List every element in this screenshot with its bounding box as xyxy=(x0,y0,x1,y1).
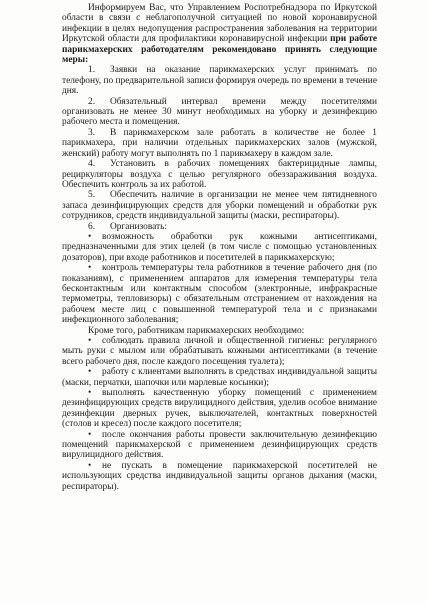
intro-text: Информируем Вас, что Управлением Роспотребнадзора по Иркутской области в связи с неблагополучной ситуацией по новой коронавирусной инфекции в целях недопущения распространения заболевания на территории Иркутской области для профилактики коронавирусной инфекции xyxy=(62,3,377,45)
list-item-text: работу с клиентами выполнять в средствах индивидуальной защиты (маски, перчатки, шапочки или марлевые косынки); xyxy=(62,367,377,388)
organize-list xyxy=(62,232,377,326)
workers-intro: Кроме того, работникам парикмахерских необходимо: xyxy=(88,325,305,336)
list-item-text: соблюдать правила личной и общественной гигиены: регулярного мыть руки с мылом или обрабатывать кожными антисептиками (в течение всего рабочего дня, после каждого посещения туалета); xyxy=(62,336,377,367)
document-body xyxy=(62,3,377,492)
bullet-icon: • xyxy=(88,429,92,440)
list-item-text: не пускать в помещение парикмахерской посетителей не использующих средства индивидуальной защиты органов дыхания (маски, респираторы). xyxy=(62,460,377,492)
list-item xyxy=(62,367,377,388)
bullet-icon: • xyxy=(88,460,92,471)
list-item xyxy=(62,461,377,492)
measure-number: 6. xyxy=(88,221,96,232)
measure-number: 4. xyxy=(88,159,96,170)
workers-list xyxy=(62,336,377,492)
measure-text: Организовать: xyxy=(110,221,168,232)
list-item xyxy=(62,232,377,263)
intro-bold-text: при работе парикмахерских работодателям рекомендовано принять следующие меры: xyxy=(62,34,377,66)
bullet-icon: • xyxy=(88,231,92,242)
bullet-icon: • xyxy=(88,263,92,274)
measure-text: Обеспечить наличие в организации не менее чем пятидневного запаса дезинфицирующих средств для уборки помещений и обработки рук сотрудников, средств индивидуальной защиты (маски, респираторы). xyxy=(62,190,377,222)
measure-number: 3. xyxy=(88,127,96,138)
list-item-text: выполнять качественную уборку помещений с применением дезинфицирующих средств вирулицидного действия, уделив особое внимание дезинфекции дверных ручек, выключателей, контактных поверхностей (столов и кресел) после каждого посетителя; xyxy=(62,388,377,430)
measure-item-1 xyxy=(62,65,377,96)
measure-item-5 xyxy=(62,190,377,221)
bullet-icon: • xyxy=(88,336,92,346)
list-item xyxy=(62,388,377,430)
bullet-icon: • xyxy=(88,388,92,399)
measure-item-6 xyxy=(62,222,377,232)
list-item xyxy=(62,263,377,325)
measure-text: В парикмахерском зале работать в количестве не более 1 парикмахера, при наличии отдельных парикмахерских залов (мужской, женский) работу могут выполнять по 1 парикмахеру в каждом зале. xyxy=(62,127,377,159)
bullet-icon: • xyxy=(88,367,92,378)
measure-item-3 xyxy=(62,128,377,159)
measure-text: Обязательный интервал времени между посетителями организовать не менее 30 минут необходимых на уборку и дезинфекцию рабочего места и помещения. xyxy=(62,96,377,128)
measure-item-2 xyxy=(62,97,377,128)
measure-number: 2. xyxy=(88,96,96,107)
list-item-text: возможность обработки рук кожными антисептиками, предназначенными для этих целей (в том числе с помощью установленных дозаторов), при входе работников и посетителей в парикмахерскую; xyxy=(62,231,377,263)
measure-text: Заявки на оказание парикмахерских услуг принимать по телефону, по предварительной записи формируя очередь по времени в течение дня. xyxy=(62,65,377,97)
measure-text: Установить в рабочих помещениях бактерицидные лампы, рециркуляторы воздуха с целью регулярного обеззараживания воздуха. Обеспечить контроль за их работой. xyxy=(62,159,377,190)
measure-item-4 xyxy=(62,159,377,190)
measure-number: 5. xyxy=(88,190,96,201)
list-item xyxy=(62,336,377,367)
measure-number: 1. xyxy=(88,65,96,76)
intro-paragraph xyxy=(62,3,377,65)
list-item xyxy=(62,430,377,461)
list-item-text: после окончания работы провести заключительную дезинфекцию помещений парикмахерской с применением дезинфицирующих средств вирулицидного действия. xyxy=(62,429,377,461)
list-item-text: контроль температуры тела работников в течение рабочего дня (по показаниям), с применением аппаратов для измерения температуры тела бесконтактным или контактным способом (электронные, инфракрасные термометры, тепловизоры) с обязательным отстранением от нахождения на рабочем месте лиц с повышенной температурой тела и с признаками инфекционного заболевания; xyxy=(62,263,377,326)
